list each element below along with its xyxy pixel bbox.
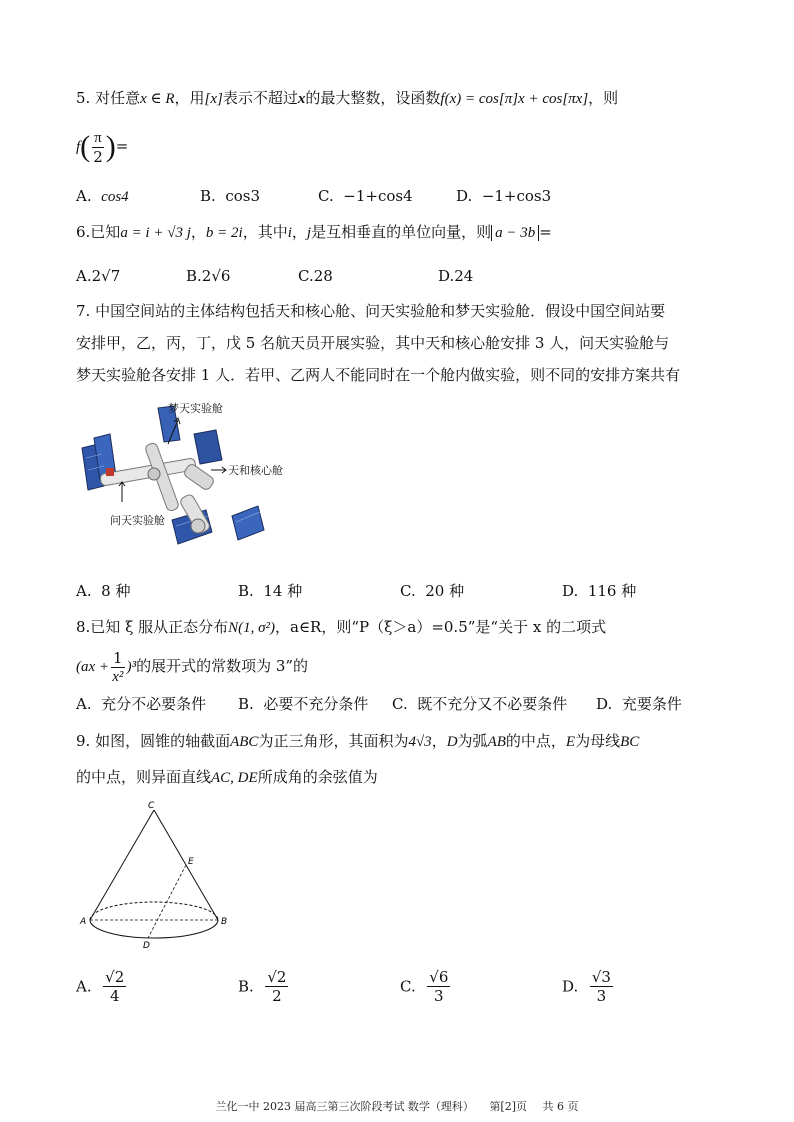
- q8-line1: [76, 617, 606, 638]
- q8-dist: N(1, σ²): [228, 620, 276, 636]
- label-mengtian: 梦天实验舱: [168, 402, 223, 415]
- q8-option-c: C. 既不充分又不必要条件: [392, 695, 568, 713]
- q6-option-a: A.2√7: [76, 267, 121, 285]
- footer-total: 共 6 页: [542, 1100, 579, 1113]
- q5-text3: 的最大整数，设函数: [305, 89, 441, 107]
- q9-line1: 9. 如图，圆锥的轴截面ABC为正三角形，其面积为4√3，D为弧AB的中点，E为母线BC: [76, 732, 640, 750]
- q6-option-c: C.28: [298, 267, 333, 285]
- q5-prefix: 5. 对任意: [76, 89, 141, 107]
- q6-eq: =: [539, 223, 552, 241]
- label-tianhe: 天和核心舱: [228, 464, 283, 477]
- q6-j: j: [306, 225, 312, 241]
- q6-abs-expr: a − 3b: [491, 225, 539, 241]
- point-a: A: [80, 917, 87, 927]
- q6-option-b: B.2√6: [186, 267, 231, 285]
- page-footer: [0, 1098, 794, 1114]
- q5-floor-x: [x]: [204, 91, 223, 107]
- q9-option-c: C. $\frac{√6}{3}$: [400, 968, 449, 1005]
- q9-option-d: D. $\frac{√3}{3}$: [562, 968, 611, 1005]
- q5-text2: 表示不超过: [222, 89, 298, 107]
- q8-line1-b: ，a∈R，则“P（ξ＞a）=0.5”是“关于 x 的二项式: [275, 618, 607, 636]
- footer-page: 第[2]页: [489, 1100, 528, 1113]
- q9-option-b: B. $\frac{√2}{2}$: [238, 968, 287, 1005]
- q7-line1: 7. 中国空间站的主体结构包括天和核心舱、问天实验舱和梦天实验舱．假设中国空间站要: [76, 302, 666, 320]
- q6-i: i: [287, 225, 292, 241]
- q6-prefix: 6.已知: [76, 223, 121, 241]
- q6-option-d: D.24: [438, 267, 474, 285]
- q6-a-expr: a = i + √3 j: [120, 225, 191, 241]
- q5-stem: [76, 88, 618, 109]
- point-c: C: [148, 801, 155, 811]
- q7-option-a: A. 8 种: [76, 582, 131, 600]
- cone-figure: [76, 800, 236, 950]
- space-station-figure: [76, 398, 316, 558]
- q5-pi: π: [94, 129, 102, 146]
- footer-school: 兰化一中 2023 届高三第三次阶段考试 数学（理科）: [215, 1100, 474, 1113]
- q7-option-d: D. 116 种: [562, 582, 637, 600]
- q9-area: 4√3: [408, 734, 432, 750]
- q6-sep1: ，: [190, 223, 206, 241]
- q9-option-a: A. $\frac{√2}{4}$: [76, 968, 125, 1005]
- q5-in-r: x ∈ R: [140, 91, 175, 107]
- q7-option-b: B. 14 种: [238, 582, 303, 600]
- q8-binom-b: )³: [126, 659, 137, 675]
- q6-text2: 是互相垂直的单位向量，则: [311, 223, 492, 241]
- q6-text1: ，其中: [242, 223, 288, 241]
- q8-binom-frac: $\frac{1}{\text{x²}}$: [112, 648, 124, 685]
- q8-binom-a: (ax +: [76, 659, 110, 675]
- q5-text4: ，则: [588, 89, 619, 107]
- q5-option-a: A. cos4: [76, 187, 129, 205]
- q8-line2-b: 的展开式的常数项为 3”的: [136, 657, 309, 675]
- q8-option-d: D. 充要条件: [596, 695, 682, 713]
- q5-option-c: C. −1+cos4: [318, 187, 413, 205]
- q5-text1: ，用: [174, 89, 205, 107]
- q5-option-d: D. −1+cos3: [456, 187, 552, 205]
- q5-f-lead: f: [76, 139, 81, 155]
- q5-f-pi-over-2: f( $\frac{\pi}{2}$ )=: [76, 129, 129, 166]
- q5-fraction: [92, 129, 104, 166]
- point-d: D: [143, 941, 150, 950]
- q5-var-x: x: [297, 91, 306, 107]
- q8-option-b: B. 必要不充分条件: [238, 695, 369, 713]
- q5-func: f(x) = cos[π]x + cos[πx]: [440, 91, 589, 107]
- q8-line1-a: 8.已知 ξ 服从正态分布: [76, 618, 229, 636]
- q5-two: 2: [93, 147, 103, 166]
- q5-eq: =: [115, 137, 129, 155]
- q9-abc: ABC: [230, 734, 259, 750]
- point-e: E: [188, 857, 194, 867]
- q8-option-a: A. 充分不必要条件: [76, 695, 207, 713]
- q9-line2: 的中点，则异面直线AC, DE所成角的余弦值为: [76, 768, 378, 786]
- point-b: B: [221, 917, 228, 927]
- q5-option-b: B. cos3: [200, 187, 261, 205]
- q9-acde: AC, DE: [211, 770, 258, 786]
- q7-line2: 安排甲，乙，丙，丁，戊 5 名航天员开展实验，其中天和核心舱安排 3 人，问天实验舱与: [76, 334, 670, 352]
- q7-line3: 梦天实验舱各安排 1 人．若甲、乙两人不能同时在一个舱内做实验，则不同的安排方案共有: [76, 366, 681, 384]
- label-wentian: 问天实验舱: [110, 514, 165, 527]
- q6-b-expr: b = 2i: [205, 225, 243, 241]
- q8-line2: [76, 648, 308, 686]
- q6-comma: ，: [291, 223, 307, 241]
- q6-stem: [76, 222, 552, 243]
- q7-option-c: C. 20 种: [400, 582, 465, 600]
